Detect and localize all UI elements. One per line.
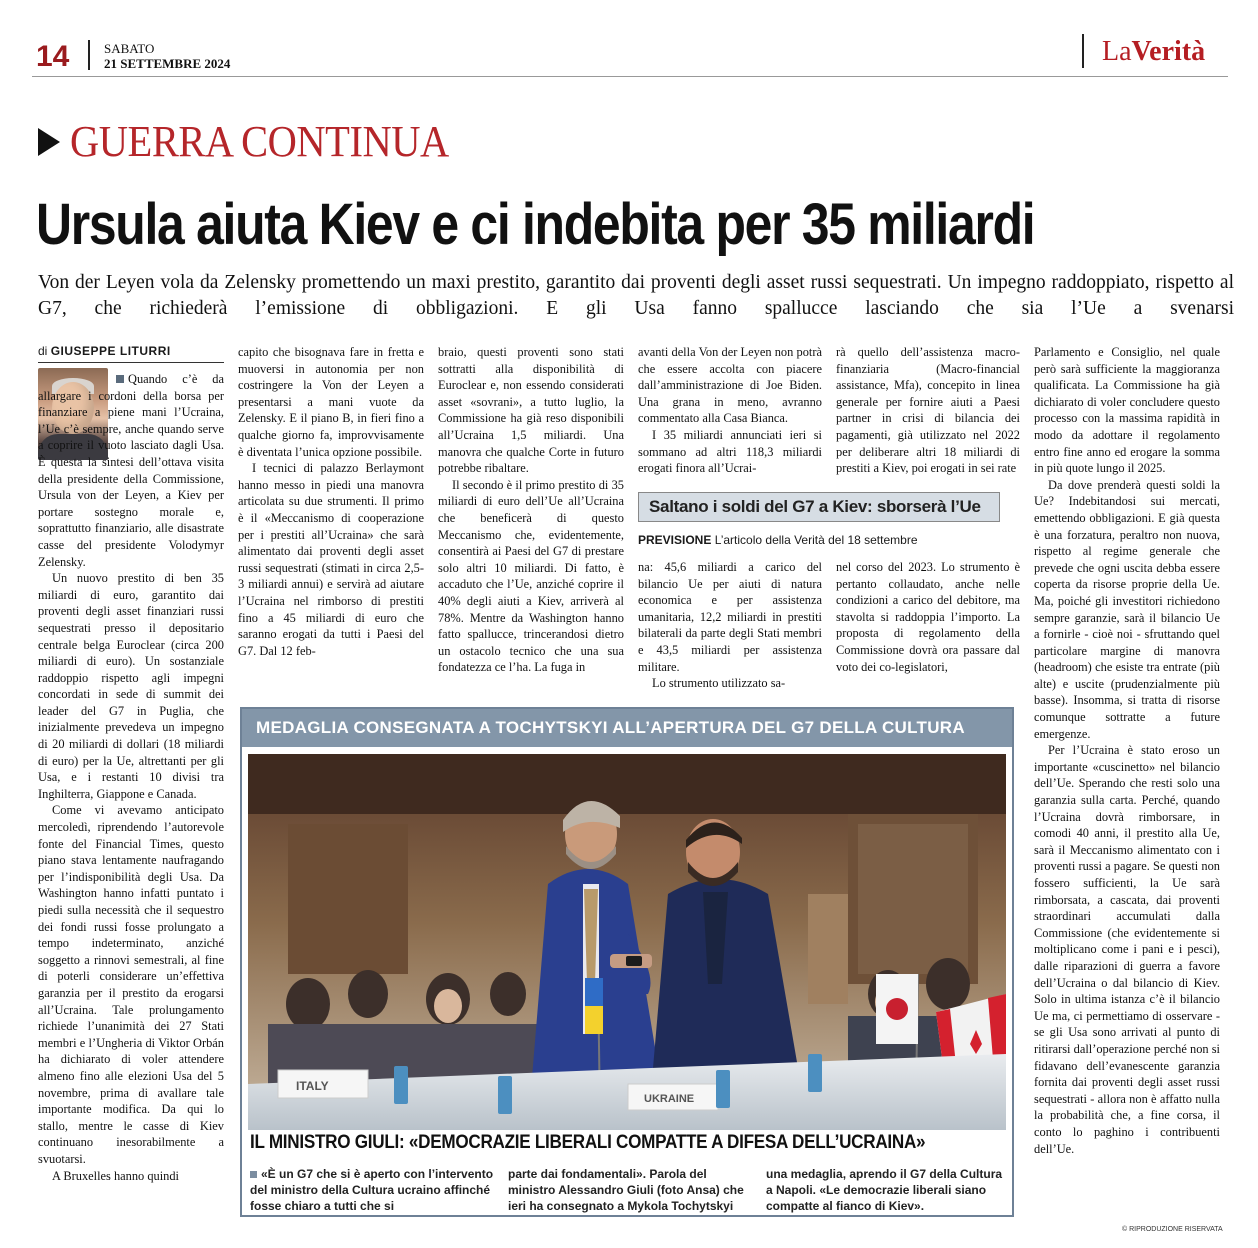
byline-rule [38, 362, 224, 363]
article-deck: Von der Leyen vola da Zelensky promettendo un maxi prestito, garantito dai proventi degli asset russi sequestrati. Un impegno raddoppiato, rispetto al G7, che richiederà l’emissione di obbligazioni. E gli Usa fanno spallucce lasciando che sia l’Ue a svenarsi [38, 272, 1234, 319]
masthead-name: Verità [1131, 36, 1206, 67]
col3-para-2: Il secondo è il primo prestito di 35 miliardi di euro dell’Ue all’Ucraina che beneficerà di questo Meccanismo che, evidentemente, consentirà ai Paesi del G7 di prestare solo altri 10 miliardi. Di fatto, è accaduto che l’Ue, anziché coprire il 40% degli aiuti a Kiev, arriverà al 78%. Mentre da Washington hanno fatto spallucce, trincerandosi dietro un ostacolo tecnico che una sua fondatezza ce l’ha. La fuga in [438, 477, 624, 675]
col5-para-1: rà quello dell’assistenza macro-finanziaria (Macro-financial assistance, Mfa), concepito in linea generale per fornire aiuti a Paesi partner in crisi di bilancia dei pagamenti, già utilizzato nel 2022 per deliberare altri 18 miliardi di prestiti a Kiev, poi erogati in sei rate [836, 345, 1020, 476]
col6-para-1: Parlamento e Consiglio, nel quale però sarà sufficiente la maggioranza qualificata. La Commissione ha già dichiarato di voler concludere questo processo con la massima rapidità in modo da adottare il regolamento entro fine anno ed erogare la somma in più quote lungo il 2025. [1034, 345, 1220, 476]
col3-para-1: braio, questi proventi sono stati sottratti alla disponibilità di Euroclear e, non essendo considerati asset «sovrani», a tutto luglio, la Commissione ha già reso disponibili all’Ucraina 1,5 miliardi. Una manovra che qualche Corte in futuro potrebbe ribaltare. [438, 345, 624, 476]
issue-full-date: 21 SETTEMBRE 2024 [104, 56, 231, 71]
byline-author: GIUSEPPE LITURRI [50, 344, 171, 358]
header-rule [32, 76, 1228, 77]
col4-para-2: I 35 miliardi annunciati ieri si sommano ad altri 118,3 miliardi erogati finora all’Ucrai- [638, 427, 822, 476]
byline [38, 344, 171, 358]
photo-box-title: MEDAGLIA CONSEGNATA A TOCHYTSKYI ALL’APERTURA DEL G7 DELLA CULTURA [242, 709, 1012, 747]
column-5-bottom [836, 559, 1020, 675]
issue-date [104, 41, 230, 71]
news-photo [248, 754, 1006, 1130]
col1-para-4: A Bruxelles hanno quindi [52, 1168, 179, 1183]
column-5-top [836, 344, 1020, 477]
page-number: 14 [36, 40, 70, 73]
clipping-caption-text: L’articolo della Verità del 18 settembre [714, 533, 918, 547]
column-3 [438, 344, 624, 676]
column-6 [1034, 344, 1220, 1157]
col1-para-2: Un nuovo prestito di ben 35 miliardi di euro, garantito dai proventi degli asset finanziari russi sequestrati presso il depositario centrale belga Euroclear (circa 200 miliardi di euro). Un sostanziale raddoppio rispetto agli impegni concordati in sede di summit dei leader del G7 in Puglia, che inizialmente prevedeva un impegno di 20 miliardi di dollari (18 miliardi di euro) per la Ue, altrettanti per gli Usa, e i restanti 10 divisi tra Inghilterra, Giappone e Canada. [38, 571, 224, 801]
brand-divider [1082, 34, 1084, 68]
copyright-note: © RIPRODUZIONE RISERVATA [1122, 1226, 1223, 1233]
col6-para-3: Per l’Ucraina è stato eroso un importante «cuscinetto» nel bilancio dell’Ue. Sperando che resti solo una garanzia sulla carta. Perché, quando l’Ucraina dovrà rimborsare, in comodi 40 anni, il prestito alla Ue, sarà il Meccanismo alimentato con i proventi russi a pagare. Se questi non fossero sufficienti, la Ue sarà rimborsata, a cascata, dai proventi straordinari accumulati dalla Commissione (che evidentemente si moltiplicano come i pani e i pesci), dalle riparazioni di guerra a favore dell’Ucraina o dal bilancio di Kiev. Solo in ultima istanza c’è il bilancio Ue ma, ci permettiamo di osservare - se gli Usa sono arrivati al punto di ritirarsi dall’operazione perché non si fidavano dell’evanescente garanzia fornita dai proventi degli asset russi sequestrati - allora non è affatto nulla la probabilità che, a fine corsa, il conto lo paghino i contribuenti dell’Ue. [1034, 743, 1220, 1156]
col1-para-3: Come vi avevamo anticipato mercoledì, riprendendo l’autorevole fonte del Financial Times, questo piano stava lentamente naufragando per l’indisponibilità degli Usa. Da Washington hanno infatti puntato i piedi sulla necessità che il sequestro dei fondi russi fosse prolungato a tempo indeterminato, anziché soggetto a rinnovi semestrali, al fine di poterli considerare un’effettiva garanzia per il prestito da erogarsi all’Ucraina. Tale prolungamento richiede l’unanimità dei 27 Stati membri e l’Ungheria di Viktor Orbán ha dichiarato di voler attendere almeno fino alle elezioni Usa del 5 novembre, prima di avallare tale importante modifica. Da qui lo stallo, mentre le casse di Kiev continuano inesorabilmente a svuotarsi. [38, 803, 224, 1166]
article-headline: Ursula aiuta Kiev e ci indebita per 35 miliardi [36, 192, 1035, 257]
previous-article-clipping [638, 492, 1000, 522]
placard-italy: ITALY [296, 1079, 329, 1093]
photo-caption-col-2: parte dai fondamentali». Parola del ministro Alessandro Giuli (foto Ansa) che ieri ha consegnato a Mykola Tochytskyi [508, 1167, 744, 1214]
photo-caption-title: IL MINISTRO GIULI: «DEMOCRAZIE LIBERALI COMPATTE A DIFESA DELL’UCRAINA» [250, 1132, 926, 1153]
col4-para-1: avanti della Von der Leyen non potrà che essere accolta con piacere dall’amministrazione di Joe Biden. Una grana in meno, avranno commentato alla Casa Bianca. [638, 345, 822, 426]
col2-para-1: capito che bisognava fare in fretta e muoversi in autonomia per non costringere la Von der Leyen a presentarsi a mani vuote da Zelensky. E il piano B, in fieri fino a qualche giorno fa, improvvisamente è diventata l’unica opzione possibile. [238, 345, 424, 459]
clipping-label: PREVISIONE [638, 533, 712, 547]
paragraph-marker-icon [116, 375, 124, 383]
col4-para-3: na: 45,6 miliardi a carico del bilancio Ue per aiuti di natura economica e per assistenza umanitaria, 12,2 miliardi in prestiti bilaterali da parte degli Stati membri e 43,5 miliardi per assistenza militare. [638, 560, 822, 674]
clipping-caption [638, 533, 918, 547]
masthead-la: La [1102, 36, 1132, 67]
col4-para-4: Lo strumento utilizzato sa- [652, 676, 786, 691]
column-2 [238, 344, 424, 659]
clipping-headline: Saltano i soldi del G7 a Kiev: sborserà l’Ue [649, 497, 981, 516]
section-kicker [38, 118, 482, 166]
col6-para-2: Da dove prenderà questi soldi la Ue? Indebitandosi sui mercati, emettendo obbligazioni. E già questa è una forzatura, peraltro non nuova, rispetto al regime generale che prevede che ogni uscita debba essere coperta da risorse proprie della Ue. Ma, poiché gli investitori richiedono sempre garanzie, sarà il bilancio Ue a fornirle - cioè noi - sfruttando quel particolare margine di manovra (headroom) che esiste tra entrate (più alte) e uscite (prudenzialmente più basse). Insomma, si tratta di risorse comunque sottratte a future emergenze. [1034, 477, 1220, 741]
column-1 [38, 371, 224, 1184]
photo-caption-col-1: «È un G7 che si è aperto con l’intervento del ministro della Cultura ucraino affinché fosse chiaro a tutti che si [250, 1167, 494, 1214]
col2-para-2: I tecnici di palazzo Berlaymont hanno messo in piedi una manovra articolata su due strumenti. Il primo è il «Meccanismo di cooperazione per i prestiti all’Ucraina» che sarà alimentato dai proventi degli asset russi sequestrati (stimati in circa 2,5-3 miliardi annui) e servirà ad aiutare l’Ucraina nel rimborso di prestiti fino a 45 miliardi di euro che saranno erogati da tutti i Paesi del G7. Dal 12 feb- [238, 461, 424, 658]
byline-prefix: di [38, 344, 48, 358]
placard-ukraine: UKRAINE [644, 1093, 695, 1105]
column-4-top [638, 344, 822, 477]
arrow-right-icon [38, 128, 60, 156]
kicker-text: GUERRA CONTINUA [70, 117, 449, 166]
masthead-logo [1102, 36, 1205, 68]
photo-caption-col-3: una medaglia, aprendo il G7 della Cultura a Napoli. «Le democrazie liberali siano compatte al fianco di Kiev». [766, 1167, 1003, 1214]
header-divider [88, 40, 90, 70]
caption-marker-icon [250, 1171, 257, 1178]
photo-scene [248, 754, 1006, 1130]
column-4-bottom [638, 559, 822, 692]
issue-day: SABATO [104, 41, 155, 56]
col1-para-1: Quando c’è da allargare i cordoni della borsa per finanziare a piene mani l’Ucraina, l’Ue c’è sempre, anche quando serve a coprire il vuoto lasciato dagli Usa. È questa la sintesi dell’ottava visita della presidente della Commissione, Ursula von der Leyen, a Kiev per portare sostegno morale e, soprattutto finanziario, alle disastrate casse del presidente Volodymyr Zelensky. [38, 372, 224, 569]
col5-para-2: nel corso del 2023. Lo strumento è pertanto collaudato, anche nelle condizioni a carico del debitore, ma stavolta si raddoppia l’importo. La proposta di regolamento della Commissione dovrà ora passare dal voto dei co-legislatori, [836, 560, 1020, 674]
